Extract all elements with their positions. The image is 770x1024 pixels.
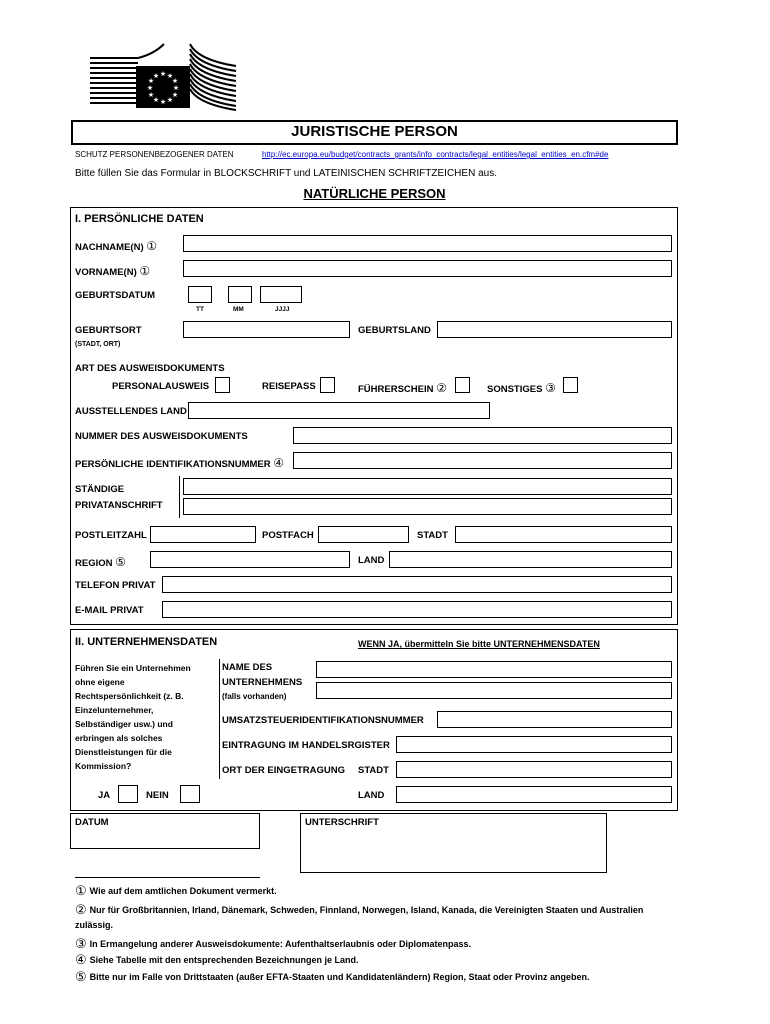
subtitle: NATÜRLICHE PERSON	[303, 186, 446, 201]
nachname-field[interactable]	[183, 235, 672, 252]
geburtsdatum-label: GEBURTSDATUM	[75, 290, 156, 301]
company-bracket	[219, 659, 220, 779]
reisepass-label: REISEPASS	[262, 381, 316, 392]
footnote-4: ④ Siehe Tabelle mit den entsprechenden Bezeichnungen je Land.	[75, 952, 359, 967]
fuehrerschein-checkbox[interactable]	[455, 377, 470, 393]
ausstellendes-land-label: AUSSTELLENDES LAND	[75, 406, 187, 417]
sonstiges-label: SONSTIGES ③	[487, 381, 556, 395]
stadt-ort-label: (STADT, ORT)	[75, 341, 121, 348]
telefon-field[interactable]	[162, 576, 672, 593]
jjjj-label: JJJJ	[275, 306, 290, 313]
nummer-ausweis-field[interactable]	[293, 427, 672, 444]
section-company-heading: II. UNTERNEHMENSDATEN	[75, 636, 218, 648]
falls-label: (falls vorhanden)	[222, 692, 287, 701]
svg-text:★: ★	[172, 84, 180, 92]
ort-stadt-label: STADT	[358, 765, 389, 776]
name-des-label: NAME DES	[222, 662, 273, 673]
svg-text:★: ★	[147, 91, 155, 99]
vorname-label: VORNAME(N) ①	[75, 264, 151, 278]
geburtsort-field[interactable]	[183, 321, 350, 338]
company-name-line2-field[interactable]	[316, 682, 672, 699]
company-question: Führen Sie ein Unternehmen ohne eigene Rechtspersönlichkeit (z. B. Einzelunternehmer, Selbständiger usw.) und erbringen als solches Dienstleistungen für die Kommission?	[75, 663, 191, 771]
ort-stadt-field[interactable]	[396, 761, 672, 778]
ort-land-label: LAND	[358, 790, 385, 801]
postleitzahl-field[interactable]	[150, 526, 256, 543]
footnote-divider	[75, 877, 260, 878]
section-personal-heading: I. PERSÖNLICHE DATEN	[75, 213, 204, 225]
birth-month-field[interactable]	[228, 286, 252, 303]
svg-text:★: ★	[146, 84, 154, 92]
stadt-field[interactable]	[455, 526, 672, 543]
nein-checkbox[interactable]	[180, 785, 200, 803]
postfach-field[interactable]	[318, 526, 409, 543]
pers-id-label: PERSÖNLICHE IDENTIFIKATIONSNUMMER ④	[75, 456, 285, 470]
footnote-2-cont: zulässig.	[75, 920, 114, 930]
svg-text:★: ★	[147, 77, 155, 85]
geburtsland-field[interactable]	[437, 321, 672, 338]
svg-text:★: ★	[171, 77, 179, 85]
wenn-ja-note: WENN JA, übermitteln Sie bitte UNTERNEHMENSDATEN	[358, 639, 600, 649]
ort-eintragung-label: ORT DER EINGETRAGUNG	[222, 765, 345, 776]
land-field[interactable]	[389, 551, 672, 568]
privatanschrift-label: PRIVATANSCHRIFT	[75, 500, 163, 511]
privacy-link[interactable]: http://ec.europa.eu/budget/contracts_grants/info_contracts/legal_entities/legal_entities_en.cfm#de	[262, 150, 609, 159]
vorname-field[interactable]	[183, 260, 672, 277]
unterschrift-label: UNTERSCHRIFT	[305, 817, 379, 828]
email-label: E-MAIL PRIVAT	[75, 605, 144, 616]
tt-label: TT	[196, 306, 204, 313]
region-label: REGION ⑤	[75, 555, 126, 569]
geburtsort-label: GEBURTSORT	[75, 325, 142, 336]
svg-text:★: ★	[171, 91, 179, 99]
handelsregister-label: EINTRAGUNG IM HANDELSRGISTER	[222, 740, 390, 751]
address-line1-field[interactable]	[183, 478, 672, 495]
birth-year-field[interactable]	[260, 286, 302, 303]
handelsregister-field[interactable]	[396, 736, 672, 753]
svg-text:★: ★	[159, 70, 167, 78]
address-bracket	[179, 476, 180, 518]
fuehrerschein-label: FÜHRERSCHEIN ②	[358, 381, 447, 395]
privacy-label: SCHUTZ PERSONENBEZOGENER DATEN	[75, 150, 234, 159]
mm-label: MM	[233, 306, 244, 313]
personalausweis-checkbox[interactable]	[215, 377, 230, 393]
postleitzahl-label: POSTLEITZAHL	[75, 530, 147, 541]
svg-text:★: ★	[166, 96, 174, 104]
pers-id-field[interactable]	[293, 452, 672, 469]
geburtsland-label: GEBURTSLAND	[358, 325, 431, 336]
datum-label: DATUM	[75, 817, 109, 828]
ust-label: UMSATZSTEUERIDENTIFIKATIONSNUMMER	[222, 715, 424, 726]
nachname-label: NACHNAME(N) ①	[75, 239, 158, 253]
postfach-label: POSTFACH	[262, 530, 314, 541]
svg-text:★: ★	[152, 72, 160, 80]
instruction-text: Bitte füllen Sie das Formular in BLOCKSCHRIFT und LATEINISCHEN SCHRIFTZEICHEN aus.	[75, 168, 497, 179]
unternehmens-label: UNTERNEHMENS	[222, 677, 303, 688]
footnote-1: ① Wie auf dem amtlichen Dokument vermerkt.	[75, 883, 277, 898]
nummer-ausweis-label: NUMMER DES AUSWEISDOKUMENTS	[75, 431, 248, 442]
svg-text:★: ★	[166, 72, 174, 80]
region-field[interactable]	[150, 551, 350, 568]
staendige-label: STÄNDIGE	[75, 484, 125, 495]
personalausweis-label: PERSONALAUSWEIS	[112, 381, 210, 392]
footnote-5: ⑤ Bitte nur im Falle von Drittstaaten (außer EFTA-Staaten und Kandidatenländern) Region, Staat oder Provinz angeben.	[75, 969, 590, 984]
birth-day-field[interactable]	[188, 286, 212, 303]
land-label: LAND	[358, 555, 385, 566]
ec-logo	[86, 40, 246, 116]
ort-land-field[interactable]	[396, 786, 672, 803]
nein-label: NEIN	[146, 790, 169, 801]
ja-label: JA	[98, 790, 111, 801]
page-title: JURISTISCHE PERSON	[291, 123, 458, 140]
footnote-2: ② Nur für Großbritannien, Irland, Dänemark, Schweden, Finnland, Norwegen, Island, Kanada, die Vereinigten Staaten und Australien	[75, 902, 644, 917]
ja-checkbox[interactable]	[118, 785, 138, 803]
ausstellendes-land-field[interactable]	[188, 402, 490, 419]
stadt-label: STADT	[417, 530, 448, 541]
svg-text:★: ★	[159, 98, 167, 106]
art-ausweis-label: ART DES AUSWEISDOKUMENTS	[75, 363, 225, 374]
footnote-3: ③ In Ermangelung anderer Ausweisdokumente: Aufenthaltserlaubnis oder Diplomatenpass.	[75, 936, 472, 951]
email-field[interactable]	[162, 601, 672, 618]
telefon-label: TELEFON PRIVAT	[75, 580, 156, 591]
address-line2-field[interactable]	[183, 498, 672, 515]
ec-logo-graphic	[86, 40, 246, 116]
svg-text:★: ★	[152, 96, 160, 104]
company-name-line1-field[interactable]	[316, 661, 672, 678]
sonstiges-checkbox[interactable]	[563, 377, 578, 393]
reisepass-checkbox[interactable]	[320, 377, 335, 393]
ust-field[interactable]	[437, 711, 672, 728]
